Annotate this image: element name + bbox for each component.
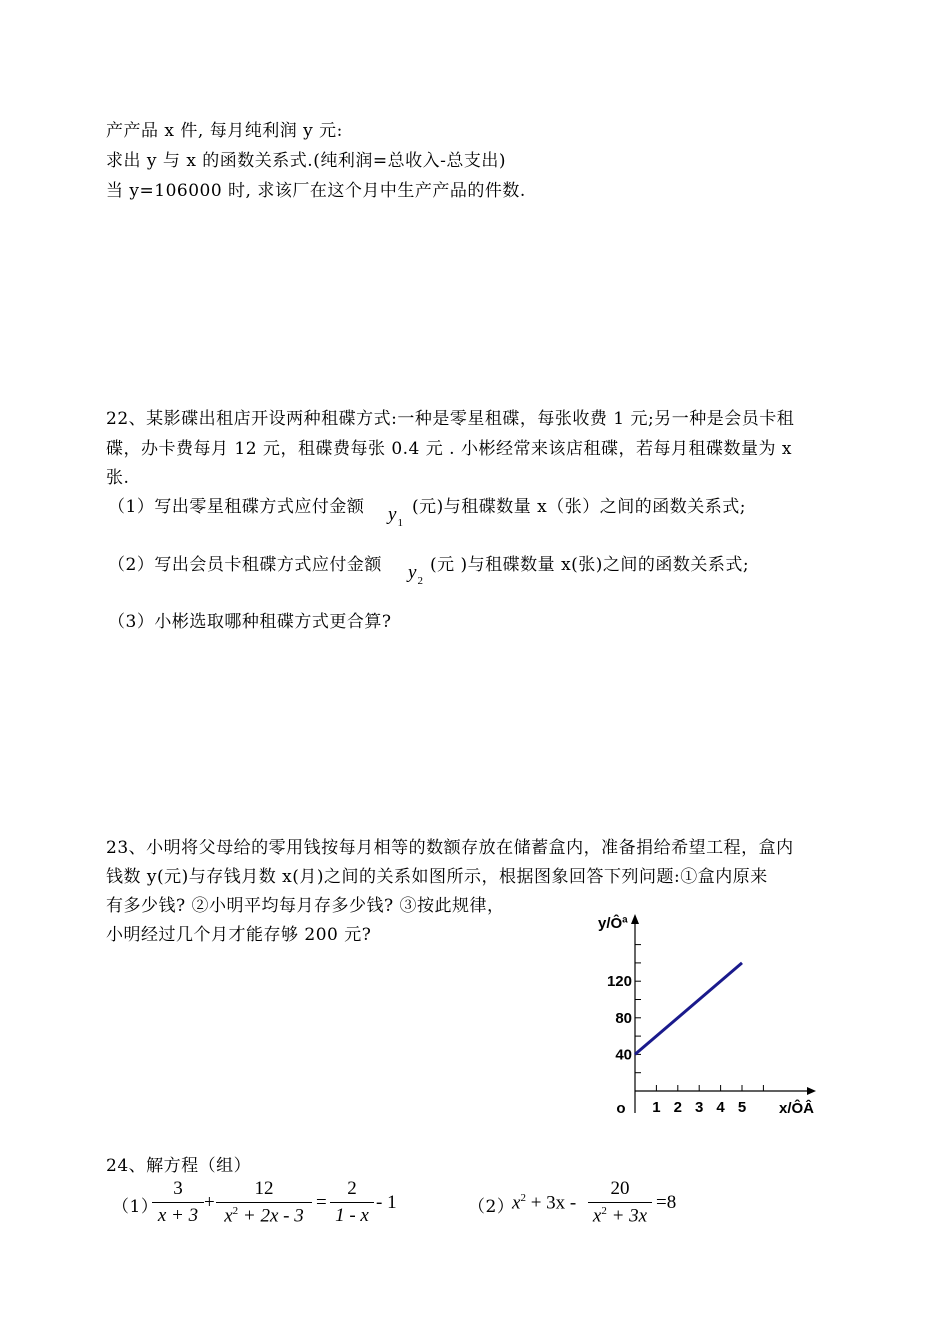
q23-line-2: 钱数 y(元)与存钱月数 x(月)之间的关系如图所示，根据图象回答下列问题:①盒内原来 — [106, 867, 768, 887]
q24-p1-f2-numerator: 12 — [254, 1178, 274, 1199]
q22-sub1-text-a: （1）写出零星租碟方式应付金额 — [108, 497, 365, 517]
x-axis-label: x/ÔÂ — [779, 1100, 815, 1117]
savings-line-chart — [590, 900, 830, 1125]
q24-p2-f-denominator: $x^2 + 3x$ — [588, 1202, 652, 1227]
q22-sub2-text-a: （2）写出会员卡租碟方式应付金额 — [108, 555, 382, 575]
q22-sub3: （3）小彬选取哪种租碟方式更合算? — [108, 612, 392, 632]
y-axis-arrow — [631, 914, 639, 924]
q23-line-3: 有多少钱? ②小明平均每月存多少钱? ③按此规律， — [106, 896, 505, 916]
q23-line-1: 23、小明将父母给的零用钱按每月相等的数额存放在储蓄盒内，准备捐给希望工程，盒内 — [106, 838, 794, 858]
q24-p1-f3-numerator: 2 — [347, 1178, 357, 1199]
y-axis-label: y/Ôª — [598, 915, 628, 932]
q24-p2-label: （2） — [468, 1197, 515, 1217]
q24-p1-tail: - 1 — [376, 1192, 397, 1213]
q24-title: 24、解方程（组） — [106, 1156, 252, 1176]
y-tick-label: 80 — [615, 1009, 632, 1027]
q24-p1-f1-denominator: x + 3 — [152, 1202, 204, 1227]
q22-sub2-var: $y_2$ — [408, 562, 423, 587]
q24-p1-fraction-2 — [216, 1178, 312, 1227]
q22-line-2: 碟，办卡费每月 12 元，租碟费每张 0.4 元 . 小彬经常来该店租碟，若每月租碟数量为 x — [106, 439, 792, 459]
intro-line-2: 求出 y 与 x 的函数关系式.(纯利润=总收入-总支出) — [106, 151, 506, 171]
x-tick-label: 1 — [652, 1099, 661, 1116]
q24-p1-fraction-3 — [330, 1178, 374, 1227]
x-tick-label: 5 — [737, 1099, 747, 1116]
q24-p1-label: （1） — [112, 1197, 159, 1217]
q24-p1-f3-denominator: 1 - x — [330, 1202, 374, 1227]
q24-p2-tail: =8 — [656, 1192, 677, 1213]
q22-sub2-text-b: (元 )与租碟数量 x(张)之间的函数关系式; — [430, 555, 750, 575]
intro-line-3: 当 y=106000 时, 求该厂在这个月中生产产品的件数. — [106, 181, 526, 201]
x-axis-arrow — [807, 1087, 816, 1095]
q22-sub1-var: $y_1$ — [388, 504, 403, 529]
q22-line-3: 张. — [106, 468, 130, 488]
q24-p1-f2-denominator: $x^2 + 2x - 3$ — [216, 1202, 312, 1227]
y-tick-label: 40 — [615, 1046, 632, 1064]
q22-sub1-text-b: (元)与租碟数量 x（张）之间的函数关系式; — [412, 497, 746, 517]
x-tick-label: 2 — [673, 1099, 682, 1116]
q24-p2-f-numerator: 20 — [610, 1178, 630, 1199]
x-tick-label: 4 — [716, 1099, 725, 1116]
intro-line-1: 产产品 x 件, 每月纯利润 y 元: — [106, 121, 343, 141]
x-tick-label: 3 — [695, 1099, 704, 1116]
y-tick-label: 120 — [606, 973, 632, 991]
origin-label: o — [616, 1100, 626, 1117]
q24-p2-fraction — [588, 1178, 652, 1227]
data-line — [635, 963, 742, 1055]
q23-line-4: 小明经过几个月才能存够 200 元? — [106, 925, 372, 945]
q24-p1-fraction-1 — [152, 1178, 204, 1227]
q24-p1-f1-numerator: 3 — [173, 1178, 183, 1199]
q24-p2-lead: $x^2 + 3x$ - — [512, 1192, 577, 1214]
q24-p1-plus: + — [204, 1192, 215, 1213]
q24-p1-equals: = — [316, 1192, 327, 1213]
q22-line-1: 22、某影碟出租店开设两种租碟方式:一种是零星租碟，每张收费 1 元;另一种是会员卡租 — [106, 409, 795, 429]
